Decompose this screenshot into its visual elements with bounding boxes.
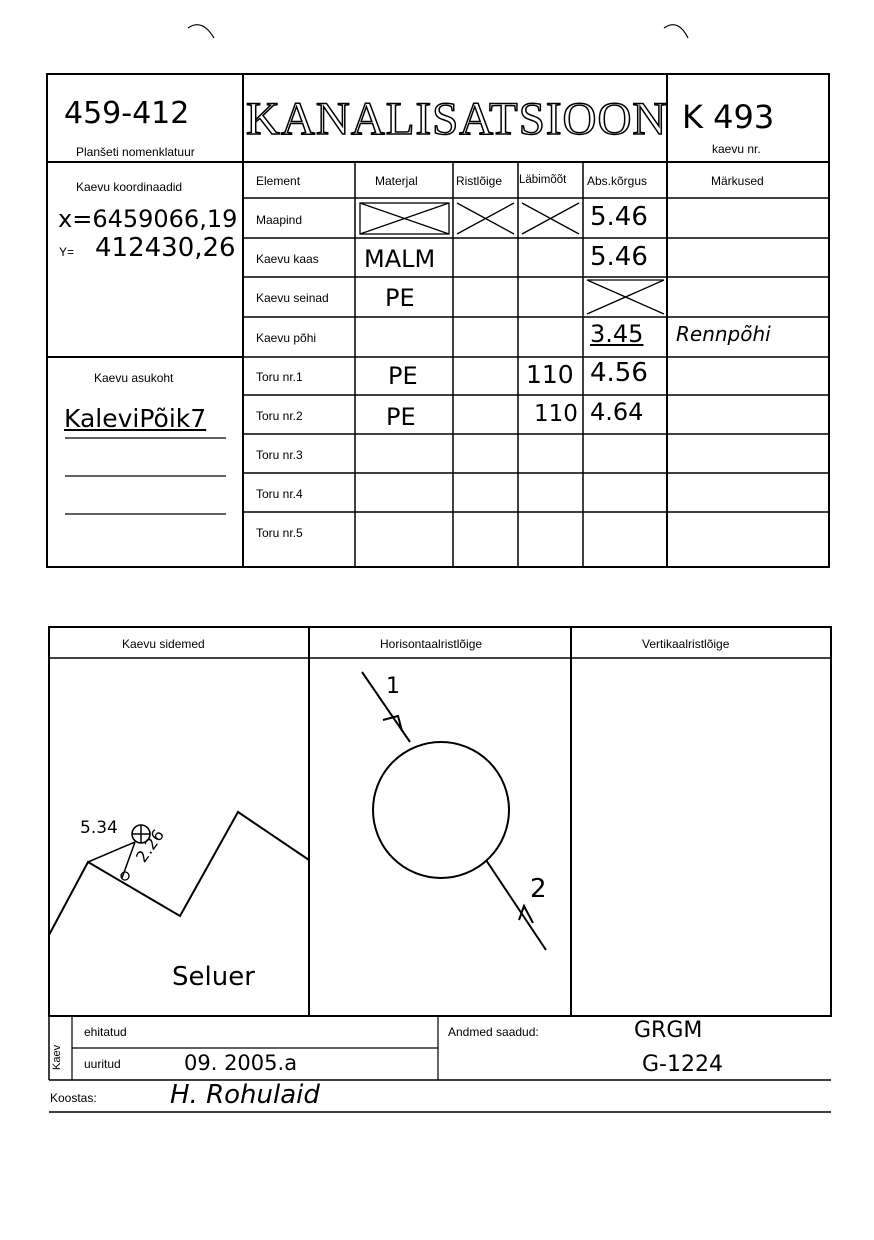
sketch-header: Kaevu sidemed <box>122 637 205 651</box>
row-element: Maapind <box>256 213 303 227</box>
sketch-street: Seluer <box>172 962 255 992</box>
row-note: Rennpõhi <box>676 322 771 346</box>
plan-label: Planšeti nomenklatuur <box>76 145 195 159</box>
row-material: PE <box>388 362 418 390</box>
row-element: Kaevu põhi <box>256 331 317 345</box>
sketch-elevation: 5.34 <box>80 818 118 838</box>
col-header-diameter: Läbimõõt <box>519 174 567 186</box>
col-header-element: Element <box>256 174 301 188</box>
surveyed-value: 09. 2005.a <box>184 1051 298 1075</box>
row-material: PE <box>386 403 416 431</box>
row-element: Toru nr.1 <box>256 370 303 384</box>
pipe-1-label: 1 <box>386 674 400 699</box>
location-value: KaleviPõik7 <box>64 404 207 433</box>
well-number: K 493 <box>682 98 775 136</box>
coords-label: Kaevu koordinaadid <box>76 180 183 194</box>
location-label: Kaevu asukoht <box>94 371 174 385</box>
row-abs: 4.56 <box>590 358 648 388</box>
row-abs: 3.45 <box>590 320 644 348</box>
row-element: Toru nr.3 <box>256 448 303 462</box>
row-abs: 5.46 <box>590 242 648 272</box>
row-material: PE <box>385 284 415 312</box>
surveyed-label: uuritud <box>84 1057 121 1071</box>
pipe-2-label: 2 <box>530 874 547 904</box>
built-label: ehitatud <box>84 1025 127 1039</box>
row-abs: 5.46 <box>590 202 648 232</box>
side-label: Kaev <box>51 1044 63 1070</box>
form-title: KANALISATSIOON <box>246 93 668 145</box>
row-element: Kaevu kaas <box>256 252 319 266</box>
col-header-notes: Märkused <box>711 174 764 188</box>
data-source-2: G-1224 <box>642 1052 723 1077</box>
row-element: Toru nr.2 <box>256 409 303 423</box>
row-element: Kaevu seinad <box>256 291 329 305</box>
compiler-label: Koostas: <box>50 1091 97 1105</box>
vertical-section-header: Vertikaalristlõige <box>642 637 730 651</box>
row-diameter: 110 <box>534 401 578 427</box>
data-source-1: GRGM <box>634 1018 703 1043</box>
horizontal-section-header: Horisontaalristlõige <box>380 637 483 651</box>
plan-number: 459-412 <box>64 96 190 131</box>
row-diameter: 110 <box>526 360 574 389</box>
well-label: kaevu nr. <box>712 142 761 156</box>
coord-x: x=6459066,19 <box>58 205 238 233</box>
coord-y: 412430,26 <box>95 233 236 263</box>
sketch-distance: 2.26 <box>132 825 168 866</box>
row-element: Toru nr.5 <box>256 526 303 540</box>
data-source-label: Andmed saadud: <box>448 1025 539 1039</box>
coord-y-prefix: Y= <box>59 245 75 259</box>
row-element: Toru nr.4 <box>256 487 303 501</box>
col-header-cross: Ristlõige <box>456 174 503 188</box>
row-abs: 4.64 <box>590 398 644 426</box>
col-header-material: Materjal <box>375 174 418 188</box>
compiler-value: H. Rohulaid <box>170 1080 320 1110</box>
row-material: MALM <box>364 245 436 273</box>
col-header-abs: Abs.kõrgus <box>587 174 648 188</box>
